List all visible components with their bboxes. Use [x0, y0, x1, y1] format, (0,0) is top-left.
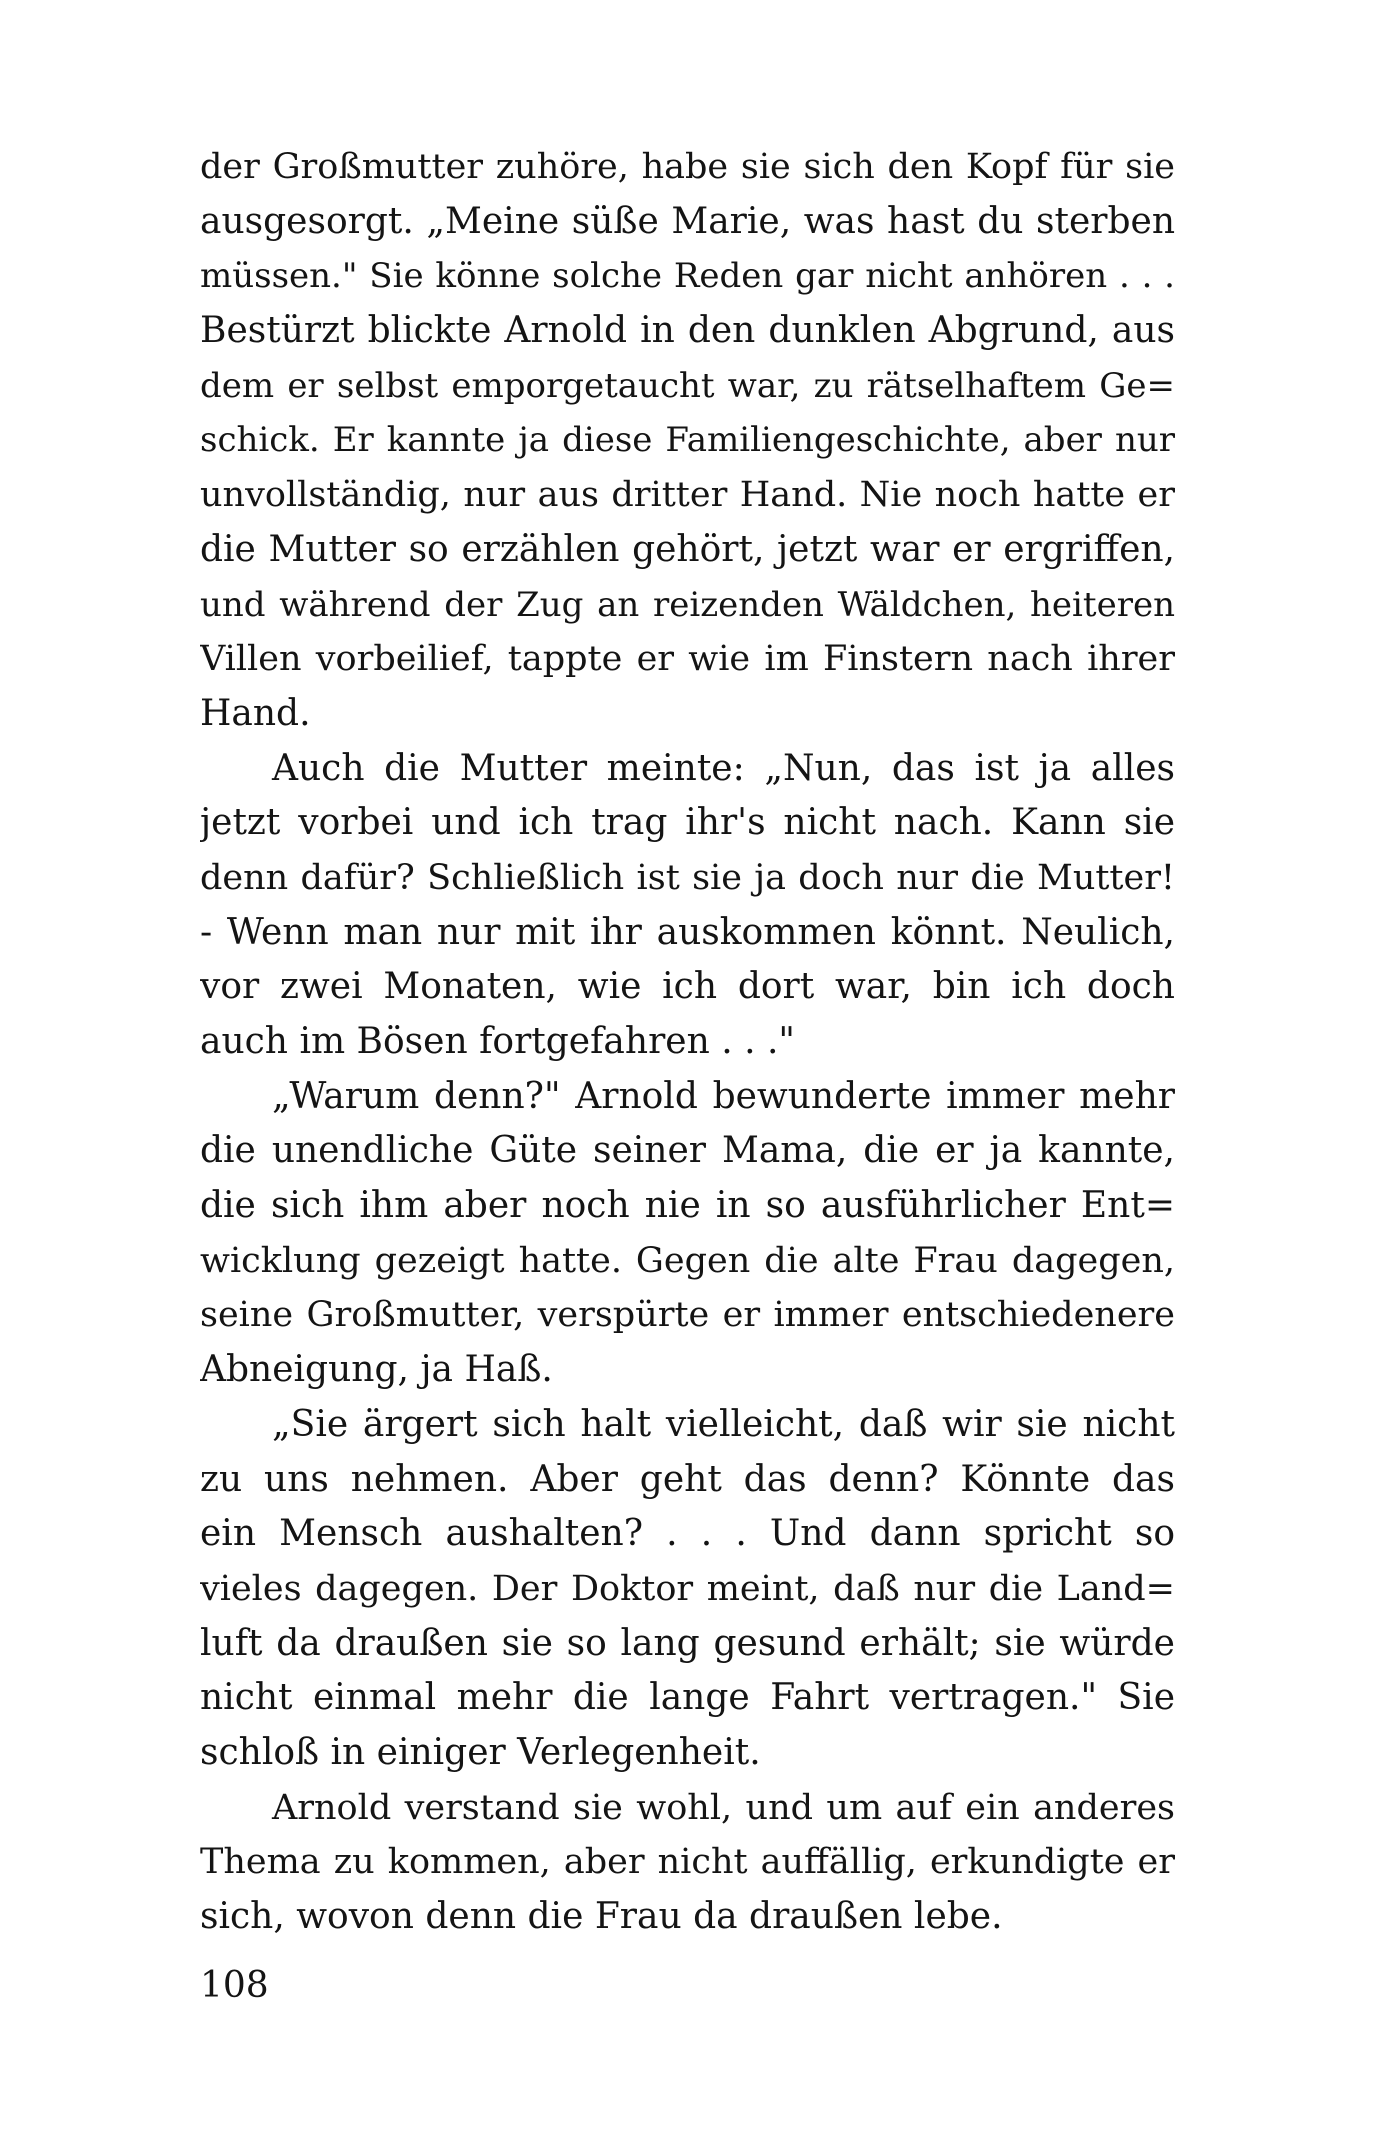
text-line: Arnold verstand sie wohl, und um auf ein anderes: [272, 1787, 1175, 1828]
text-line: vieles dagegen. Der Doktor meint, daß nur die Land=: [200, 1568, 1175, 1609]
text-line: ausgesorgt. „Meine süße Marie, was hast du sterben: [200, 200, 1175, 242]
text-line: Hand.: [200, 692, 311, 734]
text-line: schloß in einiger Verlegenheit.: [200, 1731, 761, 1773]
page-number: 108: [200, 1965, 269, 2006]
text-line: auch im Bösen fortgefahren . . .": [200, 1021, 795, 1062]
text-line: „Sie ärgert sich halt vielleicht, daß wir sie nicht: [272, 1403, 1175, 1445]
text-line: die sich ihm aber noch nie in so ausführlicher Ent=: [200, 1185, 1175, 1227]
text-line: seine Großmutter, verspürte er immer entschiedenere: [200, 1295, 1175, 1336]
text-line: - Wenn man nur mit ihr auskommen könnt. Neulich,: [200, 911, 1175, 953]
text-line: unvollständig, nur aus dritter Hand. Nie noch hatte er: [200, 475, 1175, 516]
text-line: jetzt vorbei und ich trag ihr's nicht nach. Kann sie: [200, 802, 1175, 844]
body-text: [200, 140, 1175, 1945]
text-line: schick. Er kannte ja diese Familiengeschichte, aber nur: [200, 420, 1175, 461]
text-line: sich, wovon denn die Frau da draußen lebe.: [200, 1896, 1003, 1937]
text-line: die unendliche Güte seiner Mama, die er ja kannte,: [200, 1130, 1175, 1172]
text-line: wicklung gezeigt hatte. Gegen die alte Frau dagegen,: [200, 1240, 1175, 1281]
text-line: müssen." Sie könne solche Reden gar nicht anhören . . .: [200, 256, 1175, 297]
text-line: die Mutter so erzählen gehört, jetzt war er ergriffen,: [200, 528, 1175, 570]
text-line: ein Mensch aushalten? . . . Und dann spricht so: [200, 1513, 1175, 1555]
text-line: dem er selbst emporgetaucht war, zu rätselhaftem Ge=: [200, 365, 1175, 406]
text-line: Thema zu kommen, aber nicht auffällig, erkundigte er: [200, 1842, 1175, 1883]
text-line: Bestürzt blickte Arnold in den dunklen Abgrund, aus: [200, 310, 1175, 352]
text-line: nicht einmal mehr die lange Fahrt vertragen." Sie: [200, 1677, 1175, 1719]
text-line: und während der Zug an reizenden Wäldchen, heiteren: [200, 584, 1175, 625]
text-line: zu uns nehmen. Aber geht das denn? Könnte das: [200, 1458, 1175, 1500]
text-line: denn dafür? Schließlich ist sie ja doch nur die Mutter!: [200, 857, 1175, 898]
text-line: vor zwei Monaten, wie ich dort war, bin ich doch: [200, 966, 1175, 1008]
text-line: der Großmutter zuhöre, habe sie sich den Kopf für sie: [200, 147, 1175, 187]
text-line: luft da draußen sie so lang gesund erhält; sie würde: [200, 1622, 1175, 1664]
text-line: Auch die Mutter meinte: „Nun, das ist ja alles: [272, 747, 1175, 789]
text-line: „Warum denn?" Arnold bewunderte immer mehr: [272, 1075, 1175, 1117]
text-line: Villen vorbeilief, tappte er wie im Finstern nach ihrer: [200, 639, 1175, 680]
text-line: Abneigung, ja Haß.: [200, 1349, 553, 1391]
